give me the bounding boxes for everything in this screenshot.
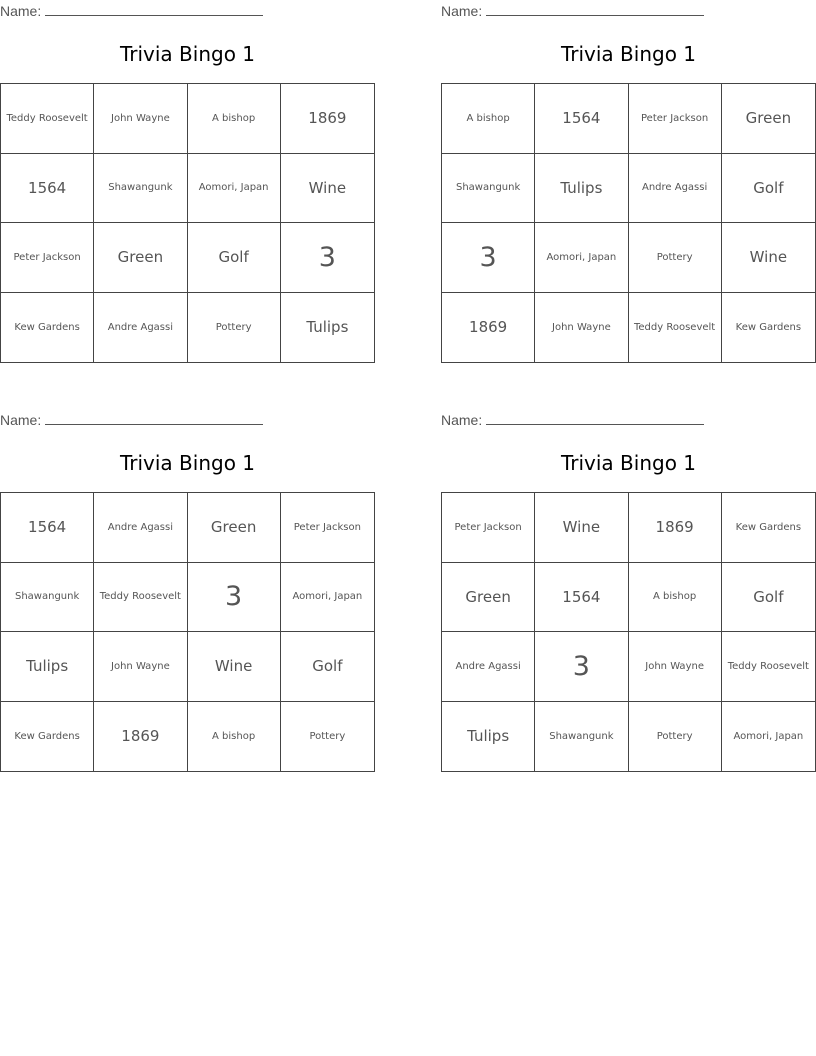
bingo-cell: Peter Jackson — [629, 84, 722, 154]
name-line[interactable] — [486, 411, 704, 425]
name-field[interactable] — [441, 2, 704, 19]
bingo-grid — [0, 83, 375, 363]
bingo-cell: Teddy Roosevelt — [1, 84, 94, 154]
bingo-cell: Andre Agassi — [94, 493, 187, 563]
bingo-cell: Tulips — [535, 154, 628, 224]
name-label: Name: — [441, 3, 483, 19]
bingo-cell: John Wayne — [94, 632, 187, 702]
bingo-cell: Pottery — [629, 223, 722, 293]
bingo-cell: John Wayne — [94, 84, 187, 154]
bingo-cell: Peter Jackson — [281, 493, 374, 563]
bingo-cell: Golf — [281, 632, 374, 702]
bingo-cell: 1869 — [629, 493, 722, 563]
bingo-cell: Wine — [188, 632, 281, 702]
card-title: Trivia Bingo 1 — [119, 42, 256, 66]
bingo-cell: Teddy Roosevelt — [722, 632, 815, 702]
bingo-cell: 1564 — [535, 84, 628, 154]
bingo-cell: Teddy Roosevelt — [629, 293, 722, 363]
bingo-cell: Andre Agassi — [629, 154, 722, 224]
bingo-grid — [441, 492, 816, 772]
bingo-cell: 1869 — [442, 293, 535, 363]
bingo-cell: Golf — [188, 223, 281, 293]
bingo-cell: Aomori, Japan — [535, 223, 628, 293]
bingo-cell: Kew Gardens — [722, 493, 815, 563]
name-line[interactable] — [45, 2, 263, 16]
bingo-cell: Andre Agassi — [442, 632, 535, 702]
name-line[interactable] — [45, 411, 263, 425]
bingo-cell: A bishop — [188, 84, 281, 154]
bingo-cell: 3 — [442, 223, 535, 293]
bingo-cell: Shawangunk — [94, 154, 187, 224]
bingo-cell: A bishop — [629, 563, 722, 633]
bingo-cell: A bishop — [442, 84, 535, 154]
bingo-cell: Wine — [722, 223, 815, 293]
bingo-cell: Green — [722, 84, 815, 154]
name-field[interactable] — [441, 411, 704, 428]
bingo-cell: Teddy Roosevelt — [94, 563, 187, 633]
bingo-cell: 1564 — [1, 493, 94, 563]
bingo-cell: 3 — [281, 223, 374, 293]
name-label: Name: — [0, 412, 42, 428]
name-label: Name: — [441, 412, 483, 428]
bingo-cell: Shawangunk — [535, 702, 628, 772]
bingo-cell: Green — [188, 493, 281, 563]
bingo-cell: Green — [94, 223, 187, 293]
name-label: Name: — [0, 3, 42, 19]
card-title: Trivia Bingo 1 — [119, 451, 256, 475]
bingo-cell: Golf — [722, 154, 815, 224]
name-field[interactable] — [0, 411, 263, 428]
bingo-cell: John Wayne — [535, 293, 628, 363]
bingo-cell: Golf — [722, 563, 815, 633]
bingo-cell: Tulips — [442, 702, 535, 772]
bingo-cell: Tulips — [1, 632, 94, 702]
name-line[interactable] — [486, 2, 704, 16]
bingo-cell: 1869 — [281, 84, 374, 154]
bingo-cell: Peter Jackson — [442, 493, 535, 563]
bingo-cell: Pottery — [629, 702, 722, 772]
bingo-cell: Andre Agassi — [94, 293, 187, 363]
bingo-cell: 1869 — [94, 702, 187, 772]
bingo-cell: John Wayne — [629, 632, 722, 702]
bingo-cell: 1564 — [1, 154, 94, 224]
bingo-cell: Shawangunk — [1, 563, 94, 633]
bingo-cell: Aomori, Japan — [733, 730, 804, 742]
bingo-cell: Kew Gardens — [1, 702, 94, 772]
bingo-cell: Peter Jackson — [1, 223, 94, 293]
bingo-cell: 1564 — [535, 563, 628, 633]
bingo-cell: Aomori, Japan — [188, 154, 281, 224]
bingo-cell: Wine — [281, 154, 374, 224]
bingo-cell: Pottery — [309, 730, 346, 742]
bingo-cell: Pottery — [188, 293, 281, 363]
bingo-cell: Wine — [535, 493, 628, 563]
bingo-cell: Tulips — [306, 318, 349, 337]
card-title: Trivia Bingo 1 — [560, 451, 697, 475]
bingo-grid — [441, 83, 816, 363]
bingo-cell: Aomori, Japan — [281, 563, 374, 633]
bingo-cell: Green — [442, 563, 535, 633]
bingo-cell: 3 — [188, 563, 281, 633]
name-field[interactable] — [0, 2, 263, 19]
bingo-grid — [0, 492, 375, 772]
bingo-cell: Kew Gardens — [735, 321, 802, 333]
bingo-cell: A bishop — [188, 702, 281, 772]
bingo-cell: Kew Gardens — [1, 293, 94, 363]
bingo-cell: 3 — [535, 632, 628, 702]
bingo-cell: Shawangunk — [442, 154, 535, 224]
card-title: Trivia Bingo 1 — [560, 42, 697, 66]
